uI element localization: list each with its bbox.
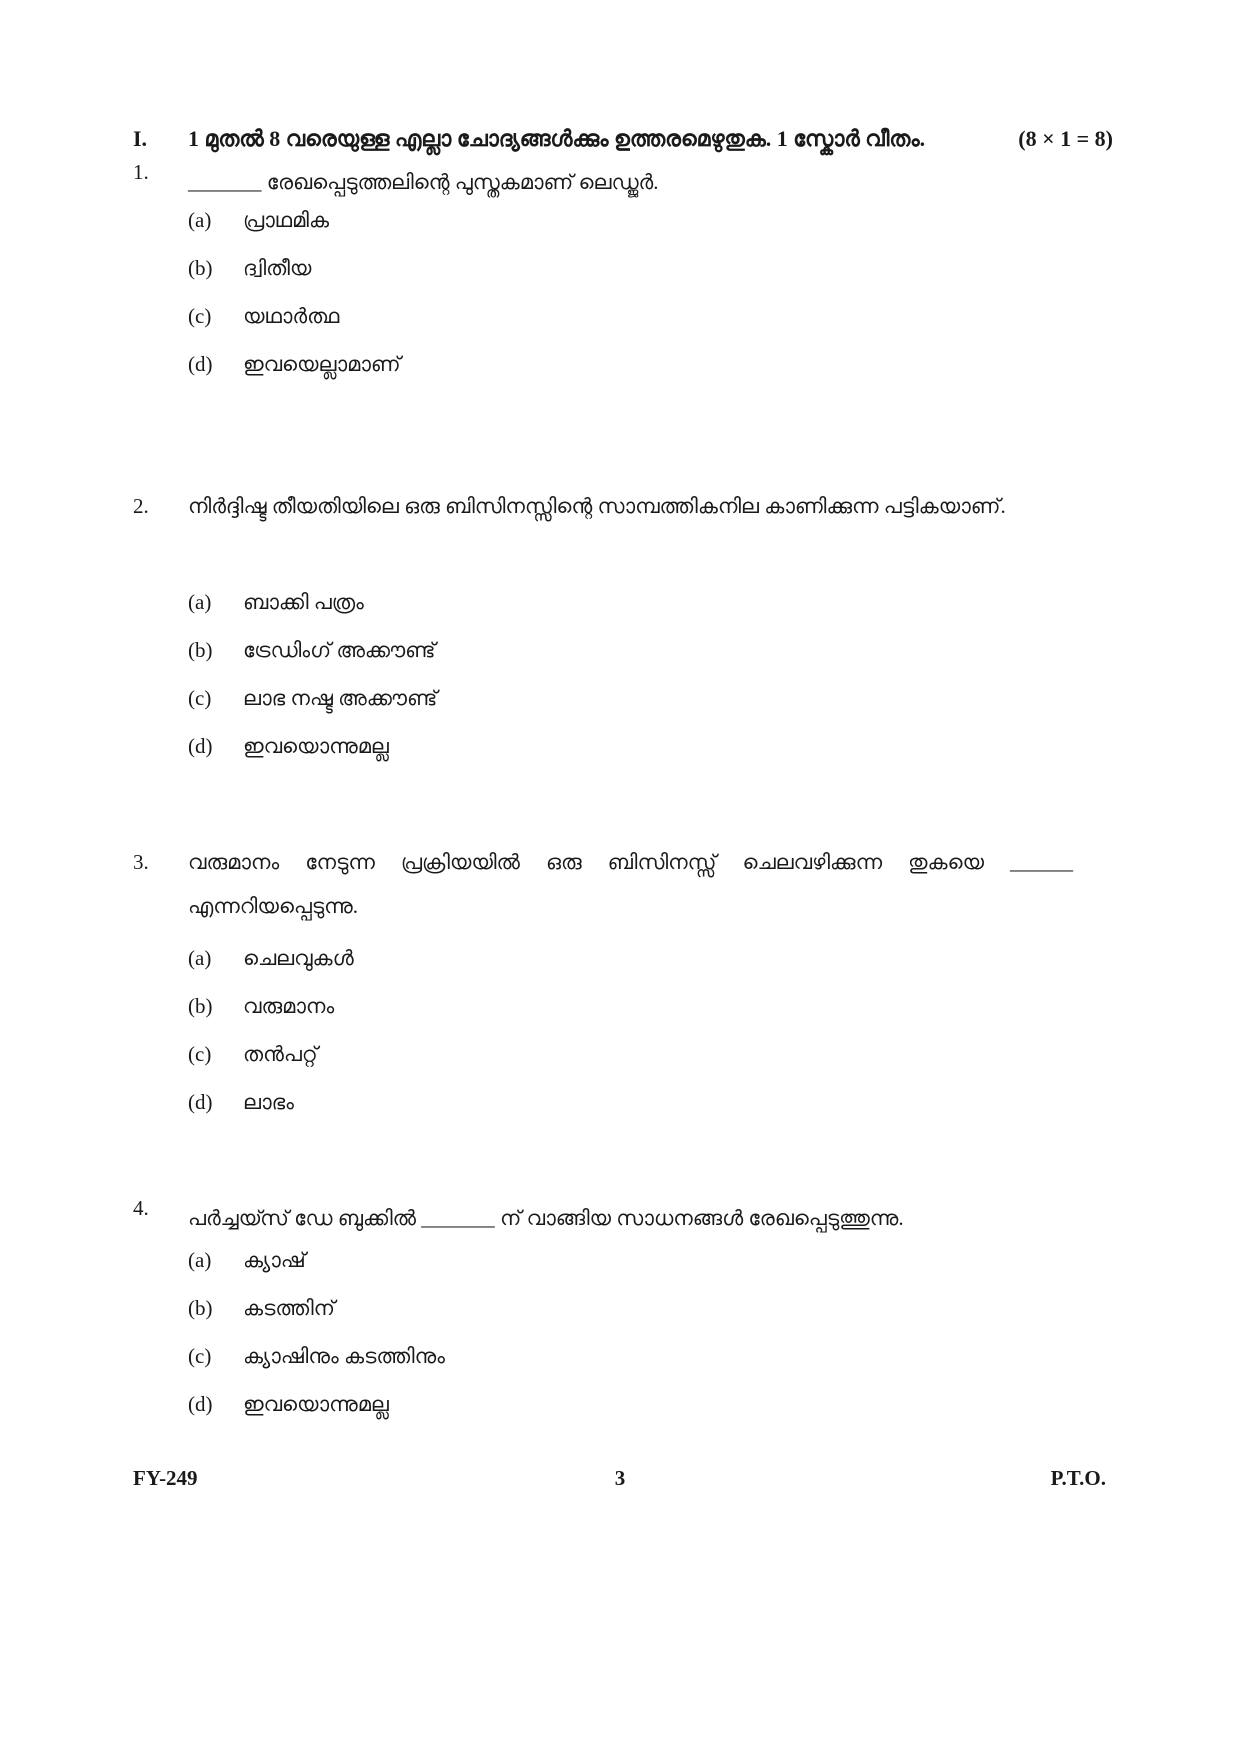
- option-d: (d) ലാഭം: [188, 1090, 294, 1114]
- option-c: (c) ലാഭ നഷ്ട അക്കൗണ്ട്: [188, 686, 438, 710]
- section-roman-number: I.: [133, 126, 148, 151]
- question-stem: വരുമാനം നേടുന്ന പ്രക്രിയയിൽ ഒരു ബിസിനസ്സ് ചെലവഴിക്കുന്ന തുകയെ ______ എന്നറിയപ്പെടുന്നു.: [188, 850, 1073, 918]
- option-b: (b) കടത്തിന്: [188, 1296, 336, 1320]
- section-instruction: 1 മുതൽ 8 വരെയുള്ള എല്ലാ ചോദ്യങ്ങൾക്കും ഉത്തരമെഴുതുക. 1 സ്കോർ വീതം.: [188, 126, 926, 151]
- section-marks: (8 × 1 = 8): [1018, 126, 1113, 151]
- question-number: 1.: [133, 160, 149, 184]
- question-number: 2.: [133, 494, 149, 518]
- paper-code: FY-249: [133, 1466, 198, 1490]
- option-d: (d) ഇവയൊന്നുമല്ല: [188, 1392, 389, 1416]
- option-d: (d) ഇവയൊന്നുമല്ല: [188, 734, 389, 758]
- option-d: (d) ഇവയെല്ലാമാണ്: [188, 352, 401, 376]
- option-b: (b) വരുമാനം: [188, 994, 335, 1018]
- page-number: 3: [614, 1466, 626, 1490]
- question-stem: _______ രേഖപ്പെടുത്തലിന്റെ പുസ്തകമാണ് ലെഡ്ജർ.: [188, 170, 659, 194]
- question-number: 4.: [133, 1196, 149, 1220]
- option-a: (a) പ്രാഥമിക: [188, 208, 330, 232]
- option-a: (a) ക്യാഷ്: [188, 1248, 306, 1272]
- option-b: (b) ദ്വിതീയ: [188, 256, 312, 280]
- please-turn-over: P.T.O.: [1050, 1466, 1106, 1490]
- question-stem: പർച്ചയ്സ് ഡേ ബുക്കിൽ _______ ന് വാങ്ങിയ സാധനങ്ങൾ രേഖപ്പെടുത്തുന്നു.: [188, 1206, 904, 1230]
- option-a: (a) ചെലവുകൾ: [188, 946, 354, 970]
- option-c: (c) തൻപറ്റ്: [188, 1042, 318, 1066]
- option-c: (c) ക്യാഷിനും കടത്തിനും: [188, 1344, 445, 1368]
- option-b: (b) ട്രേഡിംഗ് അക്കൗണ്ട്: [188, 638, 436, 662]
- option-c: (c) യഥാർത്ഥ: [188, 304, 340, 328]
- option-a: (a) ബാക്കി പത്രം: [188, 590, 364, 614]
- question-stem: നിർദ്ദിഷ്ട തീയതിയിലെ ഒരു ബിസിനസ്സിന്റെ സാമ്പത്തികനില കാണിക്കുന്ന പട്ടികയാണ്.: [188, 494, 1006, 518]
- question-number: 3.: [133, 850, 149, 874]
